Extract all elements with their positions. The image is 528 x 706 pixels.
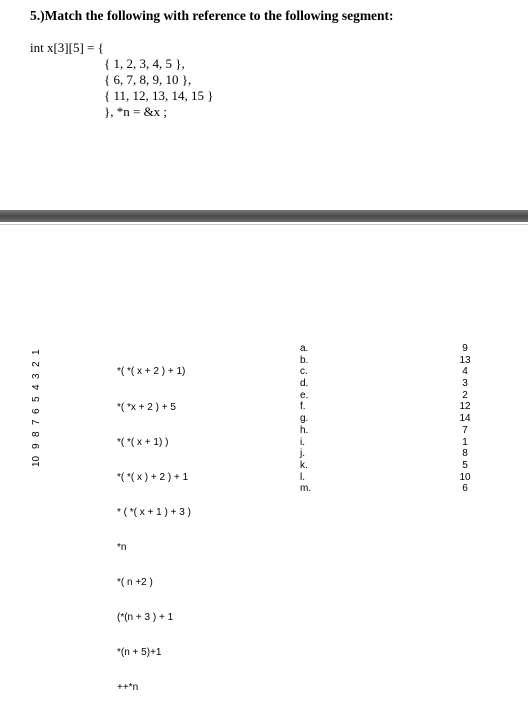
expression-item: *( n +2 ) (117, 576, 153, 588)
number-item: 5 (31, 396, 42, 402)
expression-item: ++*n (117, 682, 139, 694)
code-block (104, 56, 214, 120)
code-line: }, *n = &x ; (104, 104, 168, 119)
letter-item: g. (300, 413, 309, 425)
value-item: 9 (462, 343, 468, 354)
expression-item: *(n + 5)+1 (117, 647, 162, 659)
number-item: 1 (31, 349, 42, 355)
expression-item: *( *( x + 1) ) (117, 436, 169, 448)
number-item: 4 (31, 384, 42, 390)
expression-item: *n (117, 541, 127, 553)
expression-item: *( *( x ) + 2 ) + 1 (117, 471, 189, 483)
code-line: { 11, 12, 13, 14, 15 } (104, 88, 214, 103)
value-item: 5 (462, 459, 468, 471)
value-item: 1 (462, 436, 468, 448)
letter-item: b. (300, 354, 309, 366)
value-item: 7 (462, 424, 468, 436)
value-item: 10 (459, 471, 471, 483)
code-declaration-line: int x[3][5] = { (30, 40, 104, 55)
value-item: 2 (462, 389, 468, 401)
number-item: 10 (31, 455, 42, 467)
expression-item: *( *x + 2 ) + 5 (117, 401, 176, 413)
letter-item: e. (300, 389, 309, 401)
letter-item: j. (300, 448, 305, 460)
expression-column (117, 343, 191, 706)
expression-item: (*(n + 3 ) + 1 (117, 612, 174, 624)
question-title: 5.)Match the following with reference to the following segment: (30, 8, 394, 23)
value-item: 8 (462, 448, 468, 460)
expression-item: *( *( x + 2 ) + 1) (117, 366, 186, 378)
letter-item: k. (300, 459, 308, 471)
letter-column (300, 343, 311, 495)
expression-item: * ( *( x + 1 ) + 3 ) (117, 506, 191, 518)
letter-item: m. (300, 483, 312, 495)
code-line: { 6, 7, 8, 9, 10 }, (104, 72, 192, 87)
value-item: 12 (459, 401, 471, 413)
page-separator-line (0, 224, 528, 225)
value-item: 4 (462, 366, 468, 378)
letter-item: h. (300, 424, 309, 436)
number-item: 9 (31, 443, 42, 449)
letter-item: f. (300, 401, 306, 413)
number-item: 3 (31, 373, 42, 379)
letter-item: d. (300, 378, 309, 390)
value-item: 13 (459, 354, 471, 366)
value-column (450, 343, 480, 495)
value-item: 6 (462, 483, 468, 495)
page-separator-band (0, 210, 528, 222)
number-item: 8 (31, 431, 42, 437)
code-line: { 1, 2, 3, 4, 5 }, (104, 56, 185, 71)
letter-item: a. (300, 343, 309, 354)
letter-item: l. (300, 471, 305, 483)
letter-item: c. (300, 366, 308, 378)
number-item: 2 (31, 361, 42, 367)
letter-item: i. (300, 436, 305, 448)
value-item: 3 (462, 378, 468, 390)
value-item: 14 (459, 413, 471, 425)
number-item: 6 (31, 408, 42, 414)
number-item: 7 (31, 419, 42, 425)
